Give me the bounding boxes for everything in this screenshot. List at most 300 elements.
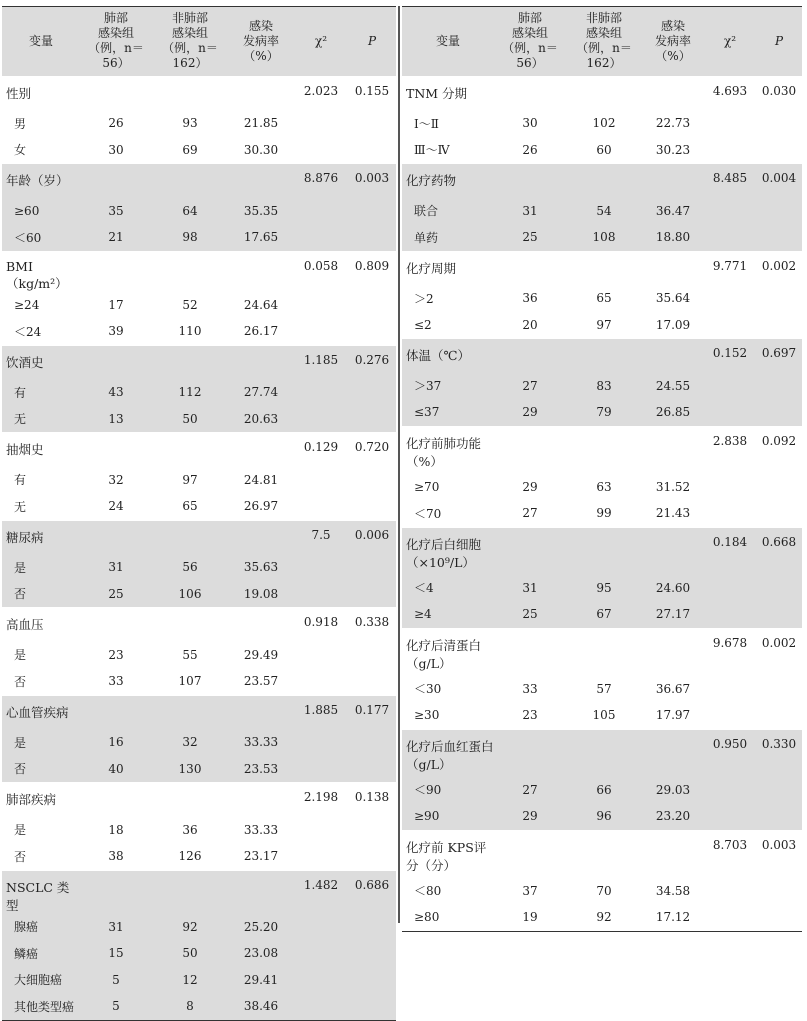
infection-rate: 27.74 [243, 385, 279, 400]
empty-cell [294, 110, 348, 137]
variable-name: 化疗药物 [402, 164, 494, 198]
group-header-row [402, 76, 802, 110]
p-value: 0.092 [756, 426, 802, 474]
table-row [2, 843, 396, 870]
empty-cell [642, 729, 704, 777]
chi-square-value: 8.876 [294, 164, 348, 198]
infected-count: 25 [522, 607, 538, 622]
group-header-row [2, 870, 396, 914]
infected-count: 25 [522, 230, 538, 245]
empty-cell [80, 251, 152, 292]
table-row [2, 379, 396, 406]
empty-cell [348, 729, 396, 756]
empty-cell [704, 601, 756, 628]
empty-cell [756, 224, 802, 251]
p-value: 0.006 [348, 520, 396, 554]
variable-name: 高血压 [2, 608, 80, 642]
variable-name: 年龄（岁） [2, 164, 80, 198]
subgroup-label: 女 [14, 143, 27, 158]
infected-count: 27 [522, 378, 538, 393]
infection-rate: 22.73 [655, 116, 691, 131]
empty-cell [80, 345, 152, 379]
noninfected-count: 102 [592, 116, 616, 131]
variable-name: 化疗后白细胞（×10⁹/L） [402, 527, 494, 575]
infection-rate: 17.09 [655, 317, 691, 332]
empty-cell [704, 878, 756, 905]
subgroup-label: ＜60 [14, 230, 42, 245]
subgroup-label: ≤2 [414, 317, 432, 332]
noninfected-count: 65 [596, 291, 612, 306]
noninfected-count: 54 [596, 203, 612, 218]
subgroup-label: ≥90 [414, 809, 440, 824]
empty-cell [294, 756, 348, 783]
subgroup-label: 是 [14, 735, 27, 750]
empty-cell [642, 830, 704, 878]
empty-cell [704, 198, 756, 225]
infection-rate: 23.17 [243, 849, 279, 864]
empty-cell [642, 76, 704, 110]
infected-count: 25 [108, 586, 124, 601]
chi-square-value: 8.485 [704, 164, 756, 198]
noninfected-count: 64 [182, 203, 198, 218]
variable-name: BMI（kg/m²） [2, 251, 80, 292]
empty-cell [348, 940, 396, 967]
empty-cell [566, 830, 642, 878]
empty-cell [294, 318, 348, 345]
p-value: 0.030 [756, 76, 802, 110]
p-value: 0.720 [348, 433, 396, 467]
header-p: P [367, 33, 377, 48]
table-row [402, 500, 802, 527]
subgroup-label: ≥80 [414, 910, 440, 925]
noninfected-count: 57 [596, 681, 612, 696]
empty-cell [294, 224, 348, 251]
infection-rate: 26.85 [655, 405, 691, 420]
table-row [402, 110, 802, 137]
empty-cell [756, 803, 802, 830]
chi-square-value: 0.184 [704, 527, 756, 575]
empty-cell [704, 399, 756, 426]
left-table-body [2, 76, 396, 1020]
infection-rate: 23.08 [243, 946, 279, 961]
variable-name: 化疗前肺功能（%） [402, 426, 494, 474]
empty-cell [348, 110, 396, 137]
chi-square-value: 2.023 [294, 76, 348, 110]
noninfected-count: 97 [596, 317, 612, 332]
p-value: 0.276 [348, 345, 396, 379]
table-row [2, 493, 396, 520]
infected-count: 40 [108, 761, 124, 776]
group-header-row [402, 729, 802, 777]
subgroup-label: ＜24 [14, 324, 42, 339]
empty-cell [294, 198, 348, 225]
group-header-row [2, 76, 396, 110]
table-row [2, 642, 396, 669]
table-row [2, 967, 396, 994]
subgroup-label: 鳞癌 [14, 946, 39, 961]
empty-cell [294, 940, 348, 967]
noninfected-count: 98 [182, 230, 198, 245]
infected-count: 26 [108, 116, 124, 131]
subgroup-label: 是 [14, 560, 27, 575]
subgroup-label: 大细胞癌 [14, 973, 63, 988]
infection-rate: 21.43 [655, 506, 691, 521]
empty-cell [294, 467, 348, 494]
table-row [2, 318, 396, 345]
noninfected-count: 56 [182, 560, 198, 575]
infected-count: 29 [522, 479, 538, 494]
empty-cell [494, 164, 566, 198]
chi-square-value: 0.058 [294, 251, 348, 292]
empty-cell [294, 843, 348, 870]
empty-cell [294, 406, 348, 433]
empty-cell [152, 433, 228, 467]
empty-cell [494, 628, 566, 676]
header-variable: 变量 [28, 33, 53, 48]
subgroup-label: ≥24 [14, 297, 40, 312]
group-header-row [402, 339, 802, 373]
empty-cell [294, 292, 348, 319]
empty-cell [348, 292, 396, 319]
empty-cell [642, 426, 704, 474]
variable-name: 化疗前 KPS评分（分） [402, 830, 494, 878]
infected-count: 31 [108, 560, 124, 575]
table-row [402, 399, 802, 426]
empty-cell [348, 668, 396, 695]
infected-count: 17 [108, 297, 124, 312]
noninfected-count: 65 [182, 499, 198, 514]
group-header-row [402, 251, 802, 285]
noninfected-count: 95 [596, 580, 612, 595]
noninfected-count: 66 [596, 782, 612, 797]
empty-cell [756, 312, 802, 339]
variable-name: 糖尿病 [2, 520, 80, 554]
p-value: 0.697 [756, 339, 802, 373]
table-row [2, 137, 396, 164]
group-header-row [2, 433, 396, 467]
empty-cell [704, 803, 756, 830]
infection-rate: 19.08 [243, 586, 279, 601]
table-row [2, 581, 396, 608]
subgroup-label: ≤37 [414, 405, 440, 420]
empty-cell [228, 870, 294, 914]
empty-cell [566, 339, 642, 373]
empty-cell [348, 198, 396, 225]
infection-rate: 30.23 [655, 142, 691, 157]
group-header-row [2, 251, 396, 292]
infected-count: 31 [108, 919, 124, 934]
group-header-row [402, 426, 802, 474]
infection-rate: 35.63 [243, 560, 279, 575]
table-row [2, 406, 396, 433]
table-row [402, 676, 802, 703]
table-row [402, 285, 802, 312]
empty-cell [294, 581, 348, 608]
chi-square-value: 2.838 [704, 426, 756, 474]
empty-cell [152, 870, 228, 914]
empty-cell [756, 878, 802, 905]
subgroup-label: 无 [14, 412, 27, 427]
empty-cell [566, 628, 642, 676]
empty-cell [566, 729, 642, 777]
noninfected-count: 110 [178, 324, 202, 339]
p-value: 0.003 [756, 830, 802, 878]
noninfected-count: 67 [596, 607, 612, 622]
empty-cell [642, 628, 704, 676]
infection-rate: 31.52 [655, 479, 691, 494]
right-table-panel [402, 6, 802, 932]
infected-count: 23 [108, 647, 124, 662]
infection-rate: 21.85 [243, 116, 279, 131]
empty-cell [756, 601, 802, 628]
noninfected-count: 83 [596, 378, 612, 393]
infection-rate: 35.64 [655, 291, 691, 306]
empty-cell [756, 500, 802, 527]
variable-name: NSCLC 类型 [2, 870, 80, 914]
infection-rate: 17.12 [655, 910, 691, 925]
table-row [2, 817, 396, 844]
empty-cell [756, 198, 802, 225]
infected-count: 20 [522, 317, 538, 332]
empty-cell [228, 783, 294, 817]
variable-name: 性别 [2, 76, 80, 110]
group-header-row [402, 164, 802, 198]
infected-count: 38 [108, 849, 124, 864]
empty-cell [756, 777, 802, 804]
subgroup-label: ≥30 [414, 708, 440, 723]
infected-count: 27 [522, 782, 538, 797]
noninfected-count: 126 [178, 849, 202, 864]
variable-name: 饮酒史 [2, 345, 80, 379]
infection-rate: 30.30 [243, 142, 279, 157]
group-header-row [2, 695, 396, 729]
infected-count: 29 [522, 405, 538, 420]
subgroup-label: ≥70 [414, 479, 440, 494]
noninfected-count: 97 [182, 472, 198, 487]
empty-cell [642, 164, 704, 198]
infected-count: 13 [108, 411, 124, 426]
left-table-panel [2, 6, 396, 1021]
chi-square-value: 9.678 [704, 628, 756, 676]
empty-cell [756, 137, 802, 164]
subgroup-label: ≥60 [14, 203, 40, 218]
table-row [402, 878, 802, 905]
table-row [402, 904, 802, 931]
table-row [402, 803, 802, 830]
p-value: 0.330 [756, 729, 802, 777]
infected-count: 39 [108, 324, 124, 339]
group-header-row [2, 520, 396, 554]
empty-cell [348, 318, 396, 345]
empty-cell [348, 817, 396, 844]
empty-cell [756, 399, 802, 426]
header-infected: 肺部 感染组 （例，n＝56） [502, 11, 558, 71]
empty-cell [348, 406, 396, 433]
infection-rate: 20.63 [243, 411, 279, 426]
empty-cell [294, 993, 348, 1020]
empty-cell [152, 783, 228, 817]
chi-square-value: 2.198 [294, 783, 348, 817]
subgroup-label: ＞37 [414, 379, 442, 394]
empty-cell [756, 575, 802, 602]
table-row [402, 777, 802, 804]
empty-cell [348, 642, 396, 669]
empty-cell [566, 426, 642, 474]
subgroup-label: 有 [14, 473, 27, 488]
right-table [402, 7, 802, 931]
empty-cell [152, 608, 228, 642]
empty-cell [348, 967, 396, 994]
chi-square-value: 8.703 [704, 830, 756, 878]
chi-square-value: 1.885 [294, 695, 348, 729]
empty-cell [704, 373, 756, 400]
noninfected-count: 99 [596, 506, 612, 521]
infection-rate: 17.65 [243, 230, 279, 245]
infection-rate: 36.67 [655, 681, 691, 696]
noninfected-count: 92 [182, 919, 198, 934]
p-value: 0.155 [348, 76, 396, 110]
table-row [2, 668, 396, 695]
table-row [2, 940, 396, 967]
infected-count: 29 [522, 809, 538, 824]
empty-cell [566, 251, 642, 285]
infected-count: 31 [522, 580, 538, 595]
empty-cell [348, 581, 396, 608]
header-variable: 变量 [435, 33, 460, 48]
empty-cell [494, 339, 566, 373]
noninfected-count: 36 [182, 822, 198, 837]
p-value: 0.003 [348, 164, 396, 198]
noninfected-count: 60 [596, 142, 612, 157]
infected-count: 16 [108, 735, 124, 750]
right-header-row [402, 7, 802, 76]
empty-cell [756, 676, 802, 703]
subgroup-label: 是 [14, 823, 27, 838]
noninfected-count: 112 [178, 385, 202, 400]
p-value: 0.138 [348, 783, 396, 817]
group-header-row [2, 345, 396, 379]
infection-rate: 26.17 [243, 324, 279, 339]
subgroup-label: 男 [14, 116, 27, 131]
header-chi: χ² [723, 33, 737, 48]
chi-square-value: 1.185 [294, 345, 348, 379]
empty-cell [756, 474, 802, 501]
empty-cell [348, 379, 396, 406]
empty-cell [704, 575, 756, 602]
empty-cell [348, 467, 396, 494]
table-row [402, 312, 802, 339]
chi-square-value: 0.152 [704, 339, 756, 373]
p-value: 0.002 [756, 251, 802, 285]
empty-cell [348, 554, 396, 581]
empty-cell [152, 164, 228, 198]
chi-square-value: 0.950 [704, 729, 756, 777]
noninfected-count: 93 [182, 116, 198, 131]
empty-cell [228, 695, 294, 729]
subgroup-label: ＜30 [414, 682, 442, 697]
empty-cell [294, 729, 348, 756]
empty-cell [228, 164, 294, 198]
infection-rate: 34.58 [655, 883, 691, 898]
table-row [2, 110, 396, 137]
empty-cell [152, 76, 228, 110]
noninfected-count: 92 [596, 910, 612, 925]
infected-count: 24 [108, 499, 124, 514]
variable-name: 化疗周期 [402, 251, 494, 285]
empty-cell [348, 756, 396, 783]
p-value: 0.668 [756, 527, 802, 575]
table-row [402, 198, 802, 225]
table-row [2, 993, 396, 1020]
infected-count: 19 [522, 910, 538, 925]
table-row [402, 137, 802, 164]
empty-cell [704, 676, 756, 703]
subgroup-label: 否 [14, 674, 27, 689]
left-table [2, 7, 396, 1020]
empty-cell [80, 695, 152, 729]
group-header-row [402, 527, 802, 575]
infection-rate: 29.49 [243, 647, 279, 662]
empty-cell [152, 345, 228, 379]
empty-cell [494, 729, 566, 777]
subgroup-label: ＞2 [414, 291, 434, 306]
empty-cell [348, 224, 396, 251]
empty-cell [294, 817, 348, 844]
group-header-row [402, 628, 802, 676]
infected-count: 21 [108, 230, 124, 245]
subgroup-label: 单药 [414, 230, 439, 245]
empty-cell [228, 520, 294, 554]
infection-rate: 29.41 [243, 972, 279, 987]
panel-divider [398, 6, 400, 923]
infection-rate: 26.97 [243, 499, 279, 514]
empty-cell [294, 554, 348, 581]
empty-cell [294, 967, 348, 994]
empty-cell [494, 527, 566, 575]
infection-rate: 35.35 [243, 203, 279, 218]
subgroup-label: Ⅲ～Ⅳ [414, 143, 450, 158]
noninfected-count: 12 [182, 972, 198, 987]
variable-name: TNM 分期 [402, 76, 494, 110]
subgroup-label: 无 [14, 499, 27, 514]
table-row [2, 224, 396, 251]
empty-cell [294, 493, 348, 520]
infection-rate: 25.20 [243, 919, 279, 934]
empty-cell [642, 339, 704, 373]
chi-square-value: 0.129 [294, 433, 348, 467]
table-row [402, 474, 802, 501]
empty-cell [494, 76, 566, 110]
empty-cell [152, 520, 228, 554]
empty-cell [152, 251, 228, 292]
chi-square-value: 4.693 [704, 76, 756, 110]
header-infected: 肺部 感染组 （例，n＝56） [88, 11, 144, 71]
empty-cell [704, 312, 756, 339]
variable-name: 肺部疾病 [2, 783, 80, 817]
infection-rate: 29.03 [655, 782, 691, 797]
infected-count: 26 [522, 142, 538, 157]
subgroup-label: ＜70 [414, 506, 442, 521]
subgroup-label: 是 [14, 648, 27, 663]
infection-rate: 33.33 [243, 735, 279, 750]
infected-count: 36 [522, 291, 538, 306]
empty-cell [228, 608, 294, 642]
header-rate: 感染 发病率 （%） [654, 18, 691, 63]
table-row [402, 702, 802, 729]
infection-rate: 36.47 [655, 203, 691, 218]
empty-cell [494, 830, 566, 878]
empty-cell [80, 783, 152, 817]
